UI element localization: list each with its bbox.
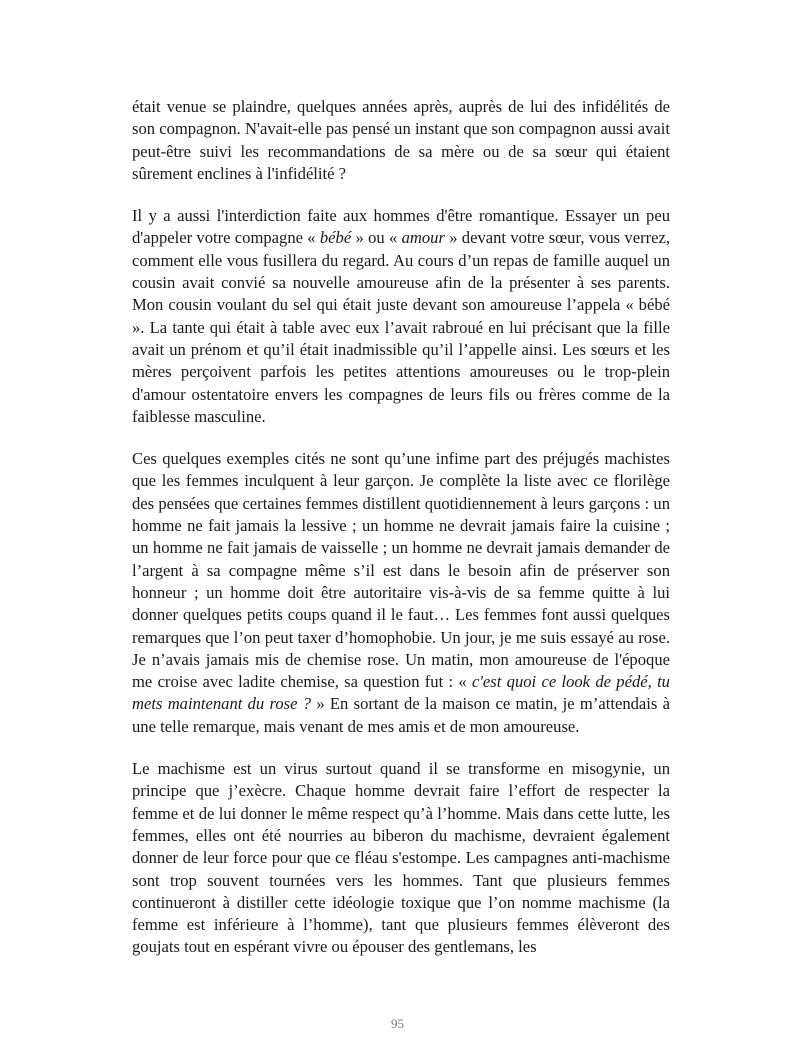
paragraph-2-text-a: Il y a aussi l'interdiction faite aux hommes d'être romantique. Essayer un peu d'appeler votre compagne «: [132, 206, 670, 248]
paragraph-4-text: Le machisme est un virus surtout quand il se transforme en misogynie, un principe que j’exècre. Chaque homme devrait faire l’effort de respecter la femme et de lui donner le même respect qu’à l’homme. Mais dans cette lutte, les femmes, elles ont été nourries au biberon du machisme, devraient également donner de leur force pour que ce fléau s'estompe. Les campagnes anti-machisme sont trop souvent tournées vers les hommes. Tant que plusieurs femmes continueront à distiller cette idéologie toxique que l’on nomme machisme (la femme est inférieure à l’homme), tant que plusieurs femmes élèveront des goujats tout en espérant vivre ou épouser des gentlemans, les: [132, 759, 670, 957]
page-body: [132, 96, 670, 979]
paragraph-2-text-b: » ou «: [351, 228, 402, 248]
paragraph-3: [132, 448, 670, 738]
paragraph-2-text-c: » devant votre sœur, vous verrez, comment elle vous fusillera du regard. Au cours d’un repas de famille auquel un cousin avait convié sa nouvelle amoureuse afin de la présenter à ses parents. Mon cousin voulant du sel qui était juste devant son amoureuse l’appela « bébé ». La tante qui était à table avec eux l’avait rabroué en lui précisant que la fille avait un prénom et qu’il était inadmissible qu’il l’appelle ainsi. Les sœurs et les mères perçoivent parfois les petites attentions amoureuses ou le trop-plein d'amour ostentatoire envers les compagnes de leurs fils ou frères comme de la faiblesse masculine.: [132, 228, 671, 426]
paragraph-3-italic-quote: c'est quoi ce look de pédé, tu mets maintenant du rose ?: [132, 672, 670, 714]
paragraph-3-text-b: » En sortant de la maison ce matin, je m’attendais à une telle remarque, mais venant de mes amis et de mon amoureuse.: [132, 694, 670, 736]
paragraph-2: [132, 205, 670, 428]
paragraph-1: [132, 96, 670, 185]
paragraph-4: [132, 758, 670, 959]
paragraph-2-italic-bebe: bébé: [319, 228, 352, 248]
paragraph-3-text-a: Ces quelques exemples cités ne sont qu’une infime part des préjugés machistes que les femmes inculquent à leur garçon. Je complète la liste avec ce florilège des pensées que certaines femmes distillent quotidiennement à leurs garçons : un homme ne fait jamais la lessive ; un homme ne devrait jamais faire la cuisine ; un homme ne fait jamais de vaisselle ; un homme ne devrait jamais demander de l’argent à sa compagne même s’il est dans le besoin afin de préserver son honneur ; un homme doit être autoritaire vis-à-vis de sa femme quitte à lui donner quelques petits coups quand il le faut… Les femmes font aussi quelques remarques que l’on peut taxer d’homophobie. Un jour, je me suis essayé au rose. Je n’avais jamais mis de chemise rose. Un matin, mon amoureuse de l'époque me croise avec ladite chemise, sa question fut : «: [132, 449, 670, 692]
paragraph-1-text: était venue se plaindre, quelques années après, auprès de lui des infidélités de son compagnon. N'avait-elle pas pensé un instant que son compagnon aussi avait peut-être suivi les recommandations de sa mère ou de sa sœur qui étaient sûrement enclines à l'infidélité ?: [132, 97, 670, 183]
page-number: 95: [391, 1016, 404, 1031]
paragraph-2-italic-amour: amour: [401, 228, 445, 248]
